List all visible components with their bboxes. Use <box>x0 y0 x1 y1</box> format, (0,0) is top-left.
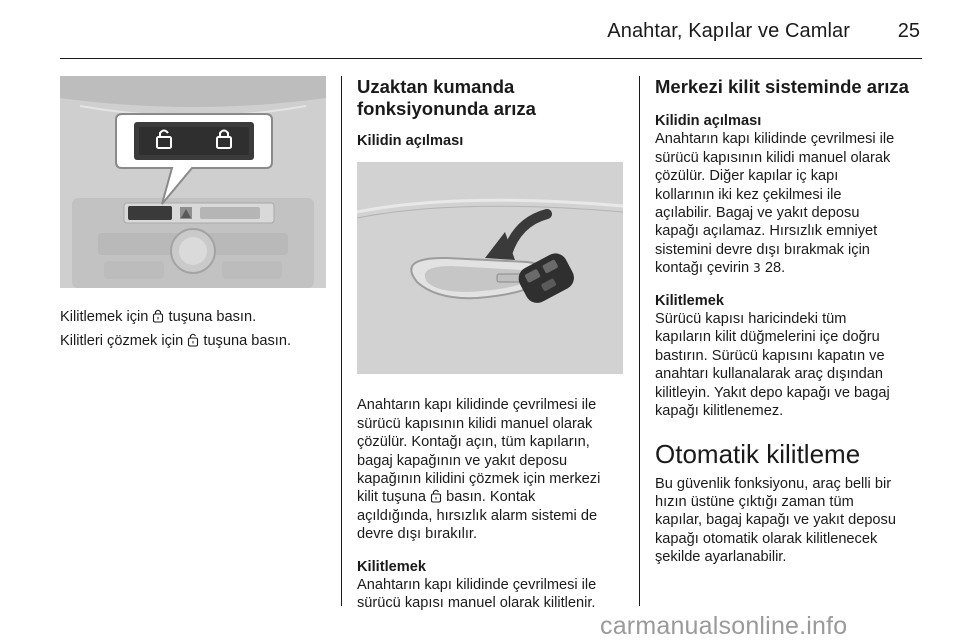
unlock-instruction-post: tuşuna basın. <box>203 333 292 350</box>
paragraph-line: Anahtarın kapı kilidinde çevrilmesi ile <box>357 397 597 414</box>
paragraph-line: kapağı otomatik olarak kilitlenecek <box>655 530 878 547</box>
subheading-locking: Kilitlemek <box>357 558 426 575</box>
paragraph-line: sürücü kapısı manuel olarak kilitlenir. <box>357 595 596 612</box>
reference-page: 28. <box>764 260 786 277</box>
reference-arrow-icon: 3 <box>753 261 761 276</box>
paragraph-line-pre: kontağı çevirin <box>655 260 750 277</box>
paragraph-locking <box>357 576 623 613</box>
paragraph-line: Anahtarın kapı kilidinde çevrilmesi ile <box>357 577 597 594</box>
paragraph-line: Bu güvenlik fonksiyonu, araç belli bir <box>655 475 892 492</box>
page-reference-link[interactable] <box>753 260 785 276</box>
paragraph-locking <box>655 310 923 420</box>
lock-open-icon <box>430 488 442 503</box>
paragraph-line: kilitleyin. Yakıt depo kapağı ve bagaj <box>655 384 890 401</box>
paragraph-line: çözülür. Kontağı açın, tüm kapıların, <box>357 434 590 451</box>
paragraph-line <box>357 488 623 506</box>
lock-open-icon <box>187 332 199 347</box>
watermark: carmanualsonline.info <box>600 612 848 640</box>
paragraph-line-pre: kilit tuşuna <box>357 489 426 506</box>
paragraph-line: kapağı açılamaz. Hırsızlık emniyet <box>655 223 878 240</box>
subheading-unlocking: Kilidin açılması <box>357 133 464 149</box>
paragraph-line: kapılar, bagaj kapağı ve yakıt deposu <box>655 512 896 529</box>
page-number: 25 <box>897 20 920 42</box>
paragraph-line: devre dışı bırakılır. <box>357 526 478 543</box>
paragraph-line: çözülür. Diğer kapılar iç kapı <box>655 168 839 185</box>
page-title: Anahtar, Kapılar ve Camlar <box>607 20 850 42</box>
paragraph-line: şekilde ayarlanabilir. <box>655 549 787 566</box>
column-divider <box>341 76 342 606</box>
section-title-line: fonksiyonunda arıza <box>357 98 536 119</box>
paragraph-line: açıldığında, hırsızlık alarm sistemi de <box>357 507 598 524</box>
column-2 <box>357 76 623 613</box>
paragraph-line: anahtarı kullanalarak araç dışından <box>655 366 883 383</box>
column-1 <box>60 76 326 351</box>
header-rule <box>60 58 922 59</box>
paragraph-line: hızın üstüne çıktığı zaman tüm <box>655 493 854 510</box>
unlock-instruction <box>60 332 326 350</box>
column-divider <box>639 76 640 606</box>
paragraph-line: bagaj kapağının ve yakıt deposu <box>357 452 568 469</box>
section-title <box>357 76 623 120</box>
subheading-locking: Kilitlemek <box>655 292 724 309</box>
section-title-automatic-locking: Otomatik kilitleme <box>655 438 861 469</box>
paragraph-line: kapıların kilit düğmelerini içe doğru <box>655 329 880 346</box>
paragraph-line-post: basın. Kontak <box>446 489 536 506</box>
paragraph-line: Sürücü kapısı haricindeki tüm <box>655 311 847 328</box>
subheading-unlocking: Kilidin açılması <box>655 113 762 129</box>
paragraph-line: sistemini devre dışı bırakmak için <box>655 241 870 258</box>
lock-instruction-post: tuşuna basın. <box>168 309 257 325</box>
paragraph-unlocking <box>655 130 923 277</box>
paragraph-line: kapağının kilidini çözmek için merkezi <box>357 471 601 488</box>
paragraph-line: bastırın. Sürücü kapısını kapatın ve <box>655 347 885 364</box>
section-title-line: Uzaktan kumanda <box>357 76 515 97</box>
lock-instruction-pre: Kilitlemek için <box>60 309 149 325</box>
door-handle-key-illustration <box>357 162 623 374</box>
unlock-instruction-pre: Kilitleri çözmek için <box>60 333 184 350</box>
paragraph-line: Anahtarın kapı kilidinde çevrilmesi ile <box>655 131 895 148</box>
section-title: Merkezi kilit sisteminde arıza <box>655 76 909 97</box>
paragraph-line: sürücü kapısının kilidi manuel olarak <box>655 149 891 166</box>
paragraph-line: sürücü kapısının kilidi manuel olarak <box>357 415 593 432</box>
lock-closed-icon <box>152 308 164 323</box>
paragraph-line <box>655 259 923 277</box>
dashboard-lock-buttons-illustration <box>60 76 326 288</box>
paragraph-line: kapağı kilitlenemez. <box>655 403 784 420</box>
lock-instruction <box>60 308 326 326</box>
paragraph-unlocking <box>357 396 623 543</box>
paragraph-automatic-locking <box>655 475 923 567</box>
column-3 <box>655 76 923 567</box>
paragraph-line: açılabilir. Bagaj ve yakıt deposu <box>655 205 860 222</box>
page-header <box>60 14 920 52</box>
paragraph-line: kollarının iki kez çekilmesi ile <box>655 186 842 203</box>
